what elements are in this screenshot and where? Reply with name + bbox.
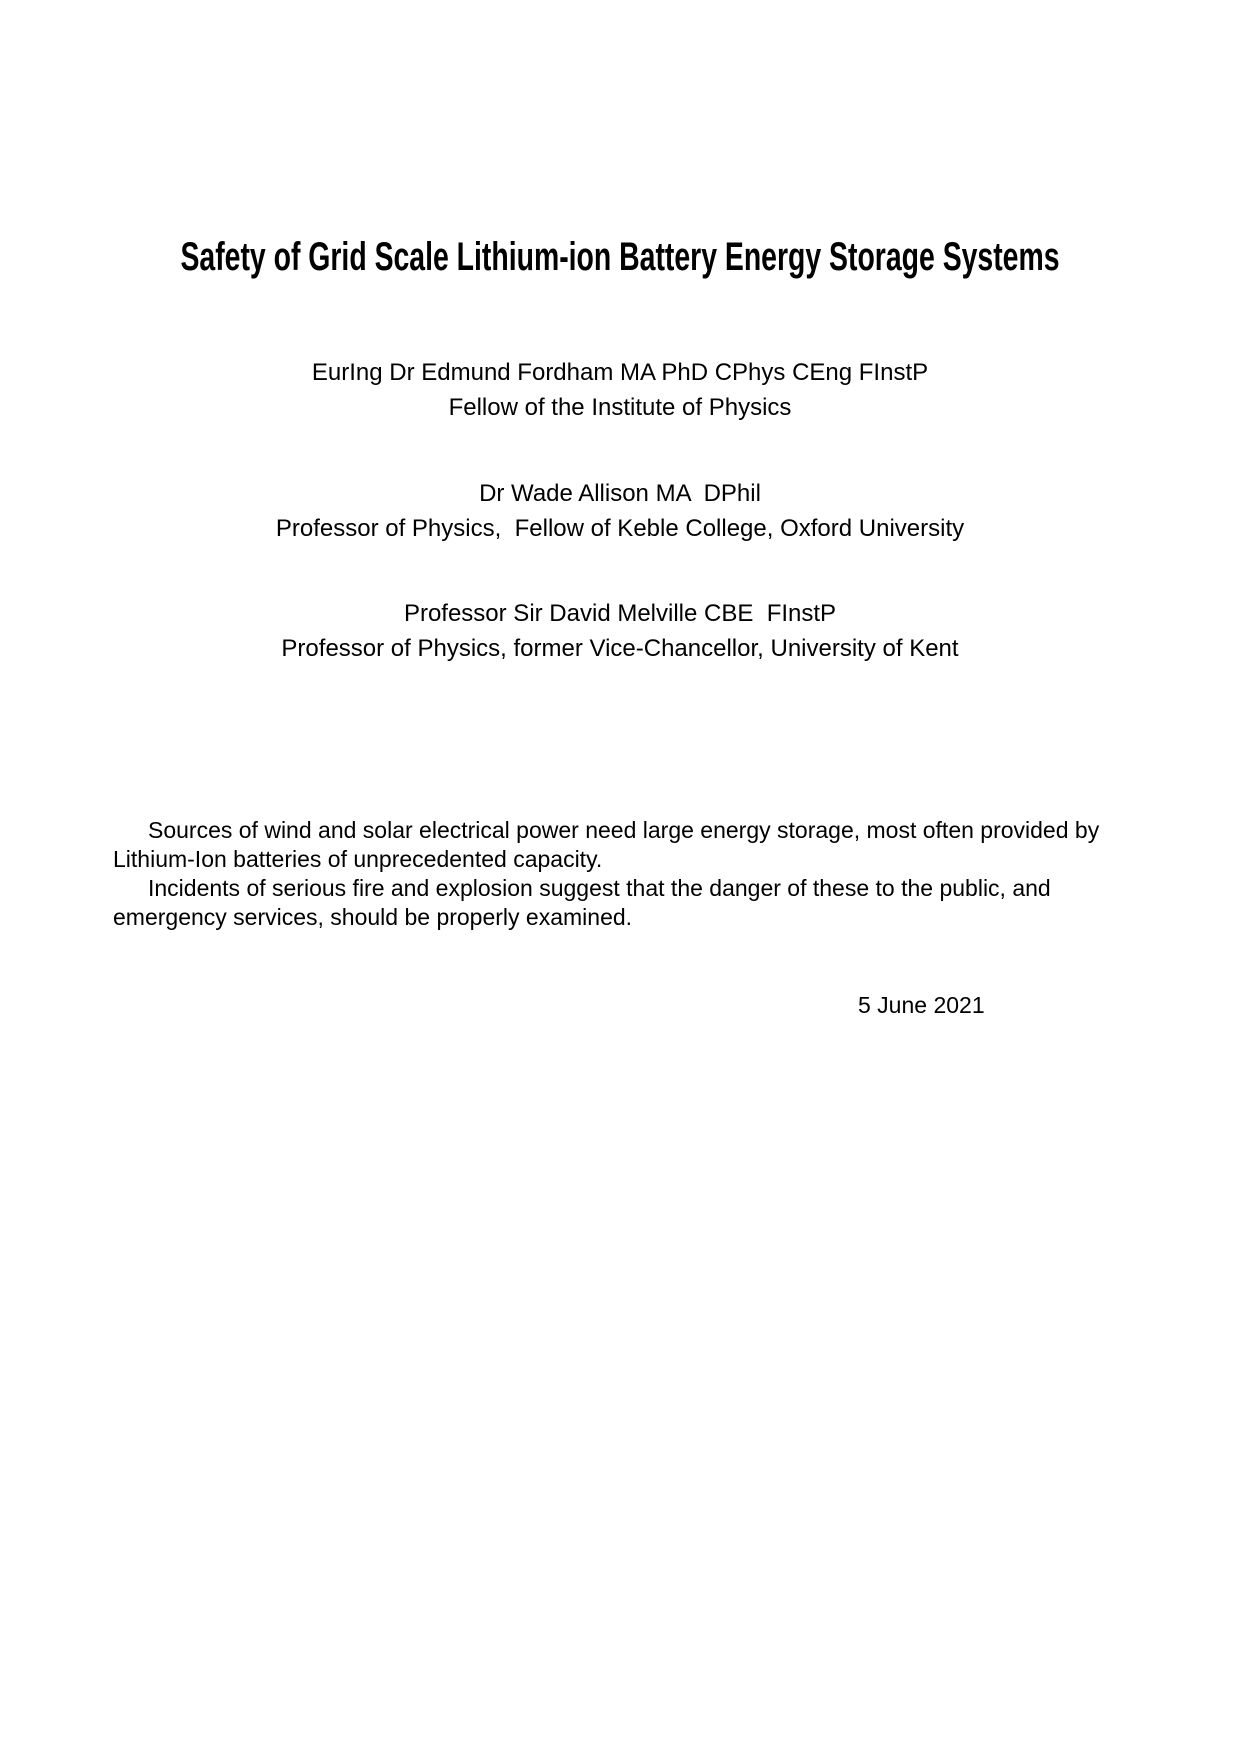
author-affiliation: Fellow of the Institute of Physics	[448, 394, 792, 421]
author-name: Professor Sir David Melville CBE FInstP	[403, 600, 837, 627]
author-name: EurIng Dr Edmund Fordham MA PhD CPhys CEng FInstP	[311, 359, 929, 386]
abstract-paragraph	[113, 874, 1140, 932]
abstract-line: Incidents of serious fire and explosion suggest that the danger of these to the public, and	[148, 875, 1051, 901]
abstract-line: Sources of wind and solar electrical power need large energy storage, most often provided by	[148, 817, 1100, 843]
document-date: 5 June 2021	[858, 992, 985, 1018]
author-block-fordham	[0, 355, 1240, 425]
author-affiliation: Professor of Physics, former Vice-Chancellor, University of Kent	[281, 635, 959, 662]
author-block-melville	[0, 596, 1240, 666]
abstract-line: emergency services, should be properly examined.	[113, 904, 633, 930]
document-title: Safety of Grid Scale Lithium-ion Battery Energy Storage Systems	[180, 235, 1060, 279]
author-name: Dr Wade Allison MA DPhil	[479, 480, 761, 507]
abstract-paragraph	[113, 816, 1140, 874]
abstract	[113, 816, 1140, 932]
author-block-allison	[0, 476, 1240, 546]
abstract-line: Lithium-Ion batteries of unprecedented capacity.	[113, 846, 603, 872]
author-affiliation: Professor of Physics, Fellow of Keble College, Oxford University	[275, 515, 965, 542]
